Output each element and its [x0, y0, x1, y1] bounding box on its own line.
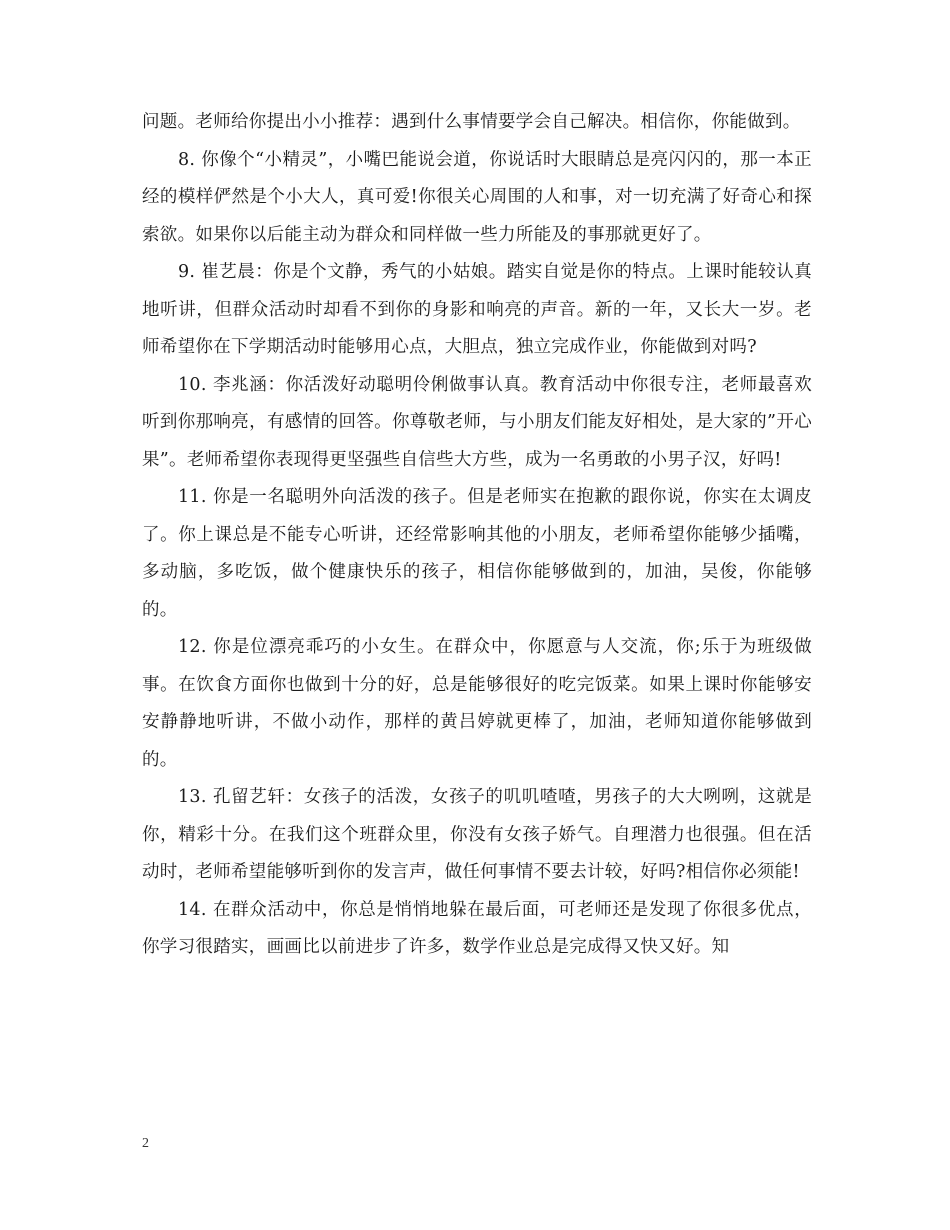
paragraph-item-8: 8. 你像个“小精灵”，小嘴巴能说会道，你说话时大眼睛总是亮闪闪的，那一本正经的模样俨然是个小大人，真可爱!你很关心周围的人和事，对一切充满了好奇心和探索欲。如果你以后能主动为群众和同样做一些力所能及的事那就更好了。 — [142, 149, 812, 245]
paragraph-continued: 问题。老师给你提出小小推荐：遇到什么事情要学会自己解决。相信你，你能做到。 — [142, 112, 801, 132]
paragraph-item-13: 13. 孔留艺轩：女孩子的活泼，女孩子的叽叽喳喳，男孩子的大大咧咧，这就是你，精彩十分。在我们这个班群众里，你没有女孩子娇气。自理潜力也很强。但在活动时，老师希望能够听到你的发言声，做任何事情不要去计较，好吗?相信你必须能! — [142, 787, 812, 882]
paragraph-item-10: 10. 李兆涵：你活泼好动聪明伶俐做事认真。教育活动中你很专注，老师最喜欢听到你那响亮，有感情的回答。你尊敬老师，与小朋友们能友好相处，是大家的”开心果”。老师希望你表现得更坚强些自信些大方些，成为一名勇敢的小男子汉，好吗! — [142, 374, 812, 470]
paragraph-item-11: 11. 你是一名聪明外向活泼的孩子。但是老师实在抱歉的跟你说，你实在太调皮了。你上课总是不能专心听讲，还经常影响其他的小朋友，老师希望你能够少插嘴，多动脑，多吃饭，做个健康快乐的孩子，相信你能够做到的，加油，吴俊，你能够的。 — [142, 487, 812, 620]
paragraph-item-12: 12. 你是位漂亮乖巧的小女生。在群众中，你愿意与人交流，你;乐于为班级做事。在饮食方面你也做到十分的好，总是能够很好的吃完饭菜。如果上课时你能够安安静静地听讲，不做小动作，那样的黄吕婷就更棒了，加油，老师知道你能够做到的。 — [142, 637, 812, 770]
body-text — [142, 104, 812, 967]
page-number: 2 — [142, 1136, 149, 1151]
paragraph-item-9: 9. 崔艺晨：你是个文静，秀气的小姑娘。踏实自觉是你的特点。上课时能较认真地听讲，但群众活动时却看不到你的身影和响亮的声音。新的一年，又长大一岁。老师希望你在下学期活动时能够用心点，大胆点，独立完成作业，你能做到对吗? — [142, 262, 812, 357]
paragraph-item-14: 14. 在群众活动中，你总是悄悄地躲在最后面，可老师还是发现了你很多优点，你学习很踏实，画画比以前进步了许多，数学作业总是完成得又快又好。知 — [142, 899, 812, 957]
